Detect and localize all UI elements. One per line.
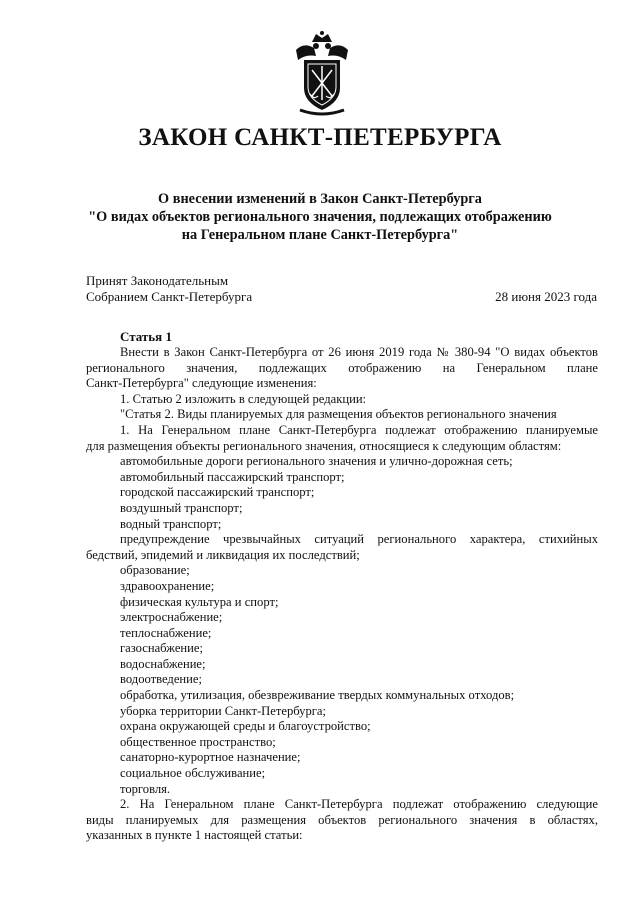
list-item: охрана окружающей среды и благоустройство; <box>120 719 371 734</box>
subject-line: на Генеральном плане Санкт-Петербурга" <box>181 227 459 243</box>
text-line: виды планируемых для размещения объектов регионального значения в областях, <box>86 812 598 827</box>
adopted-line: Собранием Санкт-Петербурга <box>86 289 253 304</box>
text-line: "Статья 2. Виды планируемых для размещения объектов регионального значения <box>120 407 557 422</box>
article-body <box>86 345 598 844</box>
list-item: уборка территории Санкт-Петербурга; <box>120 703 327 718</box>
list-item: образование; <box>120 563 190 578</box>
adopted-by <box>86 273 252 305</box>
list-item: общественное пространство; <box>120 734 276 749</box>
text-line: предупреждение чрезвычайных ситуаций регионального характера, стихийных <box>120 532 598 547</box>
areas-list <box>86 563 598 797</box>
coat-of-arms-icon <box>290 30 354 116</box>
list-item: социальное обслуживание; <box>120 766 266 781</box>
text-line: Внести в Закон Санкт-Петербурга от 26 июня 2019 года № 380-94 "О видах объектов <box>120 345 598 359</box>
list-item: городской пассажирский транспорт; <box>120 485 315 500</box>
adopted-line: Принят Законодательным <box>86 273 229 288</box>
subject-line: О внесении изменений в Закон Санкт-Петербурга <box>158 191 482 207</box>
list-item: обработка, утилизация, обезвреживание твердых коммунальных отходов; <box>120 688 515 703</box>
text-line: бедствий, эпидемий и ликвидация их последствий; <box>86 547 360 562</box>
text-line: 1. Статью 2 изложить в следующей редакции: <box>120 391 367 406</box>
list-item: автомобильные дороги регионального значения и улично-дорожная сеть; <box>120 454 513 469</box>
list-item: электроснабжение; <box>120 610 223 625</box>
subject-line: "О видах объектов регионального значения, подлежащих отображению <box>88 209 552 225</box>
article-heading: Статья 1 <box>120 329 172 344</box>
text-line: Санкт-Петербурга" следующие изменения: <box>86 376 317 391</box>
text-line: регионального значения, подлежащих отображению на Генеральном плане <box>86 360 598 375</box>
list-item: газоснабжение; <box>120 641 203 656</box>
list-item: водный транспорт; <box>120 516 222 531</box>
text-line: для размещения объекты регионального значения, относящиеся к следующим областям: <box>86 438 562 453</box>
law-subject <box>60 190 580 244</box>
adoption-date: 28 июня 2023 года <box>495 289 597 304</box>
list-item: здравоохранение; <box>120 578 215 593</box>
list-item: теплоснабжение; <box>120 625 212 640</box>
list-item: санаторно-курортное назначение; <box>120 750 301 765</box>
areas-list <box>86 454 598 532</box>
text-line: указанных в пункте 1 настоящей статьи: <box>86 828 303 843</box>
list-item: торговля. <box>120 781 171 796</box>
list-item: водоснабжение; <box>120 656 206 671</box>
list-item: физическая культура и спорт; <box>120 594 279 609</box>
list-item: автомобильный пассажирский транспорт; <box>120 469 345 484</box>
list-item: воздушный транспорт; <box>120 500 243 515</box>
law-title: ЗАКОН САНКТ-ПЕТЕРБУРГА <box>138 124 502 151</box>
list-item: водоотведение; <box>120 672 202 687</box>
text-line: 1. На Генеральном плане Санкт-Петербурга подлежат отображению планируемые <box>120 422 598 437</box>
text-line: 2. На Генеральном плане Санкт-Петербурга подлежат отображению следующие <box>120 797 598 812</box>
